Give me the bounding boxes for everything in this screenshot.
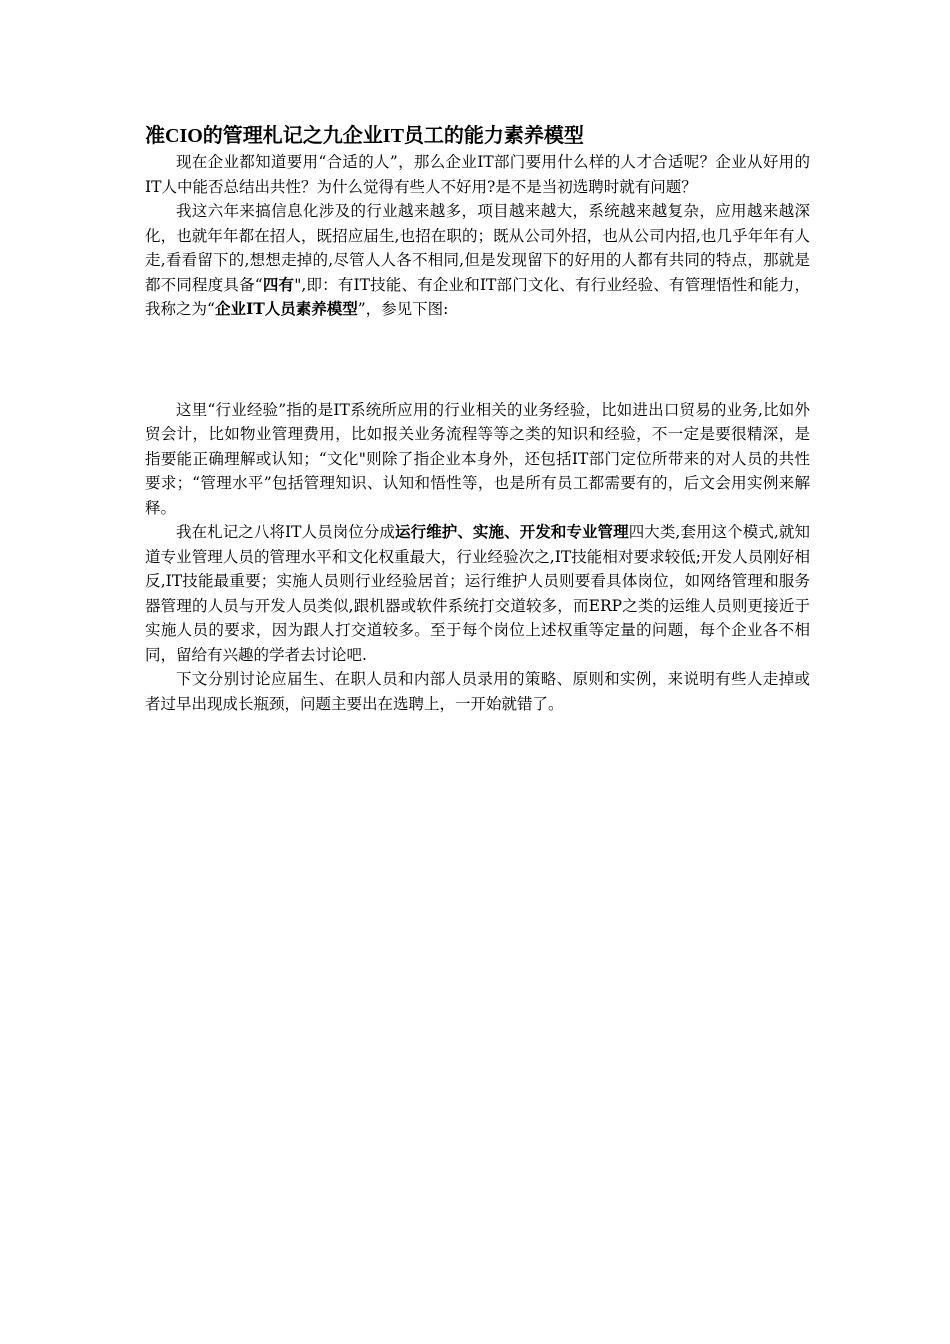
bold-term-four-haves: 四有 [262,274,295,294]
paragraph-conclusion [145,667,810,716]
text-segment: 现在企业都知道要用“合适的人”，那么企业IT部门要用什么样的人才合适呢？企业从好用的IT人中能否总结出共性？为什么觉得有些人不好用?是不是当初选聘时就有问题？ [145,153,810,196]
bold-term-model-name: 企业IT人员素养模型 [214,299,358,318]
text-segment: ",即：有IT技能、有企业和IT部门文化、有行业经验、有管理悟性和能力，我称之为“ [145,275,810,318]
text-segment: 下文分别讨论应届生、在职人员和内部人员录用的策略、原则和实例，来说明有些人走掉或者过早出现成长瓶颈，问题主要出在选聘上，一开始就错了。 [145,670,810,713]
text-segment: ”，参见下图: [357,300,449,318]
figure-placeholder [145,322,810,398]
bold-term-job-categories: 运行维护、实施、开发和专业管理 [395,522,629,541]
paragraph-four-haves [145,199,810,322]
paragraph-definitions [145,398,810,521]
paragraph-job-categories [145,520,810,667]
paragraph-intro [145,150,810,199]
text-segment: 这里“行业经验”指的是IT系统所应用的行业相关的业务经验，比如进出口贸易的业务,比如外贸会计，比如物业管理费用，比如报关业务流程等等之类的知识和经验，不一定是要很精深，是指要能正确理解或认知；“文化"则除了指企业本身外，还包括IT部门定位所带来的对人员的共性要求；“管理水平”包括管理知识、认知和悟性等，也是所有员工都需要有的，后文会用实例来解释。 [145,400,810,517]
document-title: 准CIO的管理札记之九企业IT员工的能力素养模型 [145,125,584,147]
document-body [145,122,810,716]
text-segment: 我这六年来搞信息化涉及的行业越来越多，项目越来越大，系统越来越复杂，应用越来越深化，也就年年都在招人，既招应届生,也招在职的；既从公司外招，也从公司内招,也几乎年年有人走,看看留下的,想想走掉的,尽管人人各不相同,但是发现留下的好用的人都有共同的特点，那就是都不同程度具备“ [145,202,810,294]
text-segment: 四大类,套用这个模式,就知道专业管理人员的管理水平和文化权重最大，行业经验次之,IT技能相对要求较低;开发人员刚好相反,IT技能最重要；实施人员则行业经验居首；运行维护人员则要看具体岗位，如网络管理和服务器管理的人员与开发人员类似,跟机器或软件系统打交道较多，而ERP之类的运维人员则更接近于实施人员的要求，因为跟人打交道较多。至于每个岗位上述权重等定量的问题，每个企业各不相同，留给有兴趣的学者去讨论吧. [145,523,810,664]
text-segment: 我在札记之八将IT人员岗位分成 [176,523,396,541]
